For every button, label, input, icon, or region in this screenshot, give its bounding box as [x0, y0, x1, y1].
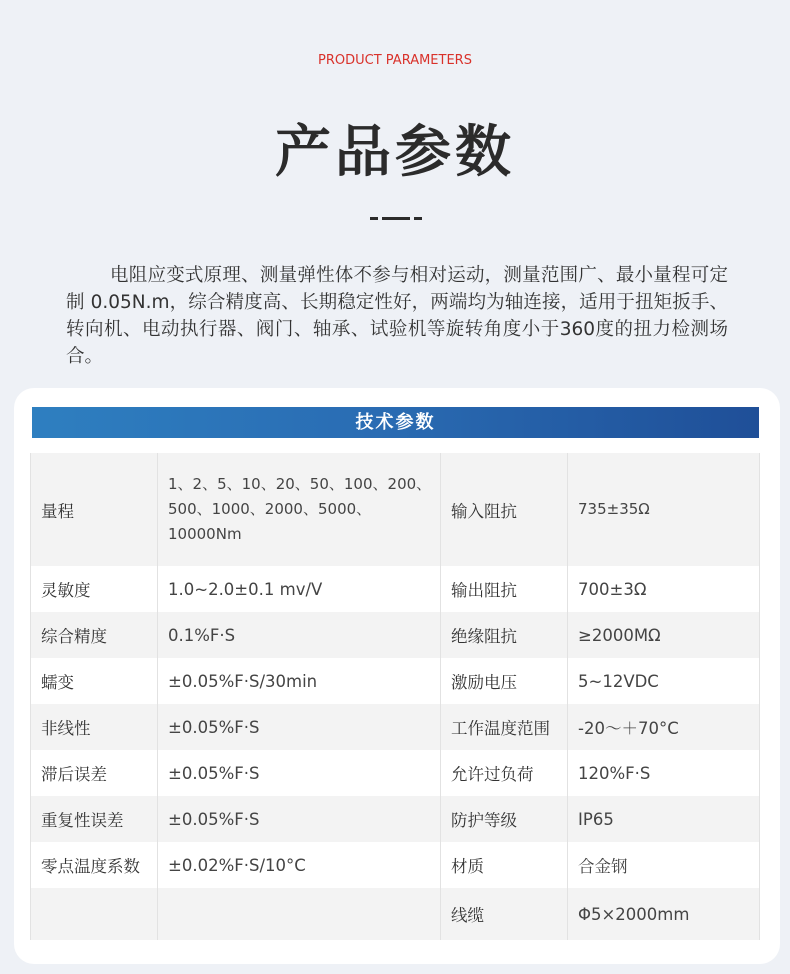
- spec-value: 700±3Ω: [568, 566, 760, 612]
- spec-label: 重复性误差: [31, 796, 158, 842]
- title-divider: [370, 217, 422, 223]
- page-title: 产品参数: [275, 120, 515, 185]
- spec-value: 1.0~2.0±0.1 mv/V: [158, 566, 441, 612]
- table-row: [31, 842, 760, 888]
- spec-value: 合金钢: [568, 842, 760, 888]
- spec-label: 工作温度范围: [441, 704, 568, 750]
- spec-value: IP65: [568, 796, 760, 842]
- table-row: [31, 750, 760, 796]
- spec-value: ±0.05%F·S/30min: [158, 658, 441, 704]
- spec-value: 735±35Ω: [568, 453, 760, 566]
- table-row: [31, 453, 760, 566]
- spec-label: 输入阻抗: [441, 453, 568, 566]
- table-row: [31, 612, 760, 658]
- spec-label: 滞后误差: [31, 750, 158, 796]
- spec-label: 零点温度系数: [31, 842, 158, 888]
- spec-value: 5~12VDC: [568, 658, 760, 704]
- spec-table: [30, 453, 760, 940]
- spec-label: 激励电压: [441, 658, 568, 704]
- spec-label: 输出阻抗: [441, 566, 568, 612]
- spec-value: ±0.05%F·S: [158, 796, 441, 842]
- spec-table-title: 技术参数: [32, 407, 759, 438]
- table-row: [31, 566, 760, 612]
- table-row: [31, 888, 760, 940]
- spec-label: [31, 888, 158, 940]
- spec-label: 蠕变: [31, 658, 158, 704]
- spec-label: 综合精度: [31, 612, 158, 658]
- spec-value: [158, 888, 441, 940]
- section-eyebrow: PRODUCT PARAMETERS: [318, 53, 472, 68]
- table-row: [31, 658, 760, 704]
- spec-label: 允许过负荷: [441, 750, 568, 796]
- spec-value: 120%F·S: [568, 750, 760, 796]
- spec-value: ±0.02%F·S/10°C: [158, 842, 441, 888]
- spec-value: ±0.05%F·S: [158, 704, 441, 750]
- spec-label: 材质: [441, 842, 568, 888]
- intro-paragraph: 电阻应变式原理、测量弹性体不参与相对运动，测量范围广、最小量程可定制 0.05N.m，综合精度高、长期稳定性好，两端均为轴连接，适用于扭矩扳手、转向机、电动执行器、阀门、轴承、试验机等旋转角度小于360度的扭力检测场合。: [66, 265, 728, 367]
- spec-label: 线缆: [441, 888, 568, 940]
- table-row: [31, 796, 760, 842]
- spec-label: 灵敏度: [31, 566, 158, 612]
- spec-value: Φ5×2000mm: [568, 888, 760, 940]
- spec-value: -20～＋70°C: [568, 704, 760, 750]
- spec-label: 量程: [31, 453, 158, 566]
- spec-value: 1、2、5、10、20、50、100、200、500、1000、2000、5000、10000Nm: [158, 453, 441, 566]
- spec-label: 绝缘阻抗: [441, 612, 568, 658]
- spec-value: ±0.05%F·S: [158, 750, 441, 796]
- spec-label: 非线性: [31, 704, 158, 750]
- spec-value: ≥2000MΩ: [568, 612, 760, 658]
- table-row: [31, 704, 760, 750]
- spec-value: 0.1%F·S: [158, 612, 441, 658]
- spec-label: 防护等级: [441, 796, 568, 842]
